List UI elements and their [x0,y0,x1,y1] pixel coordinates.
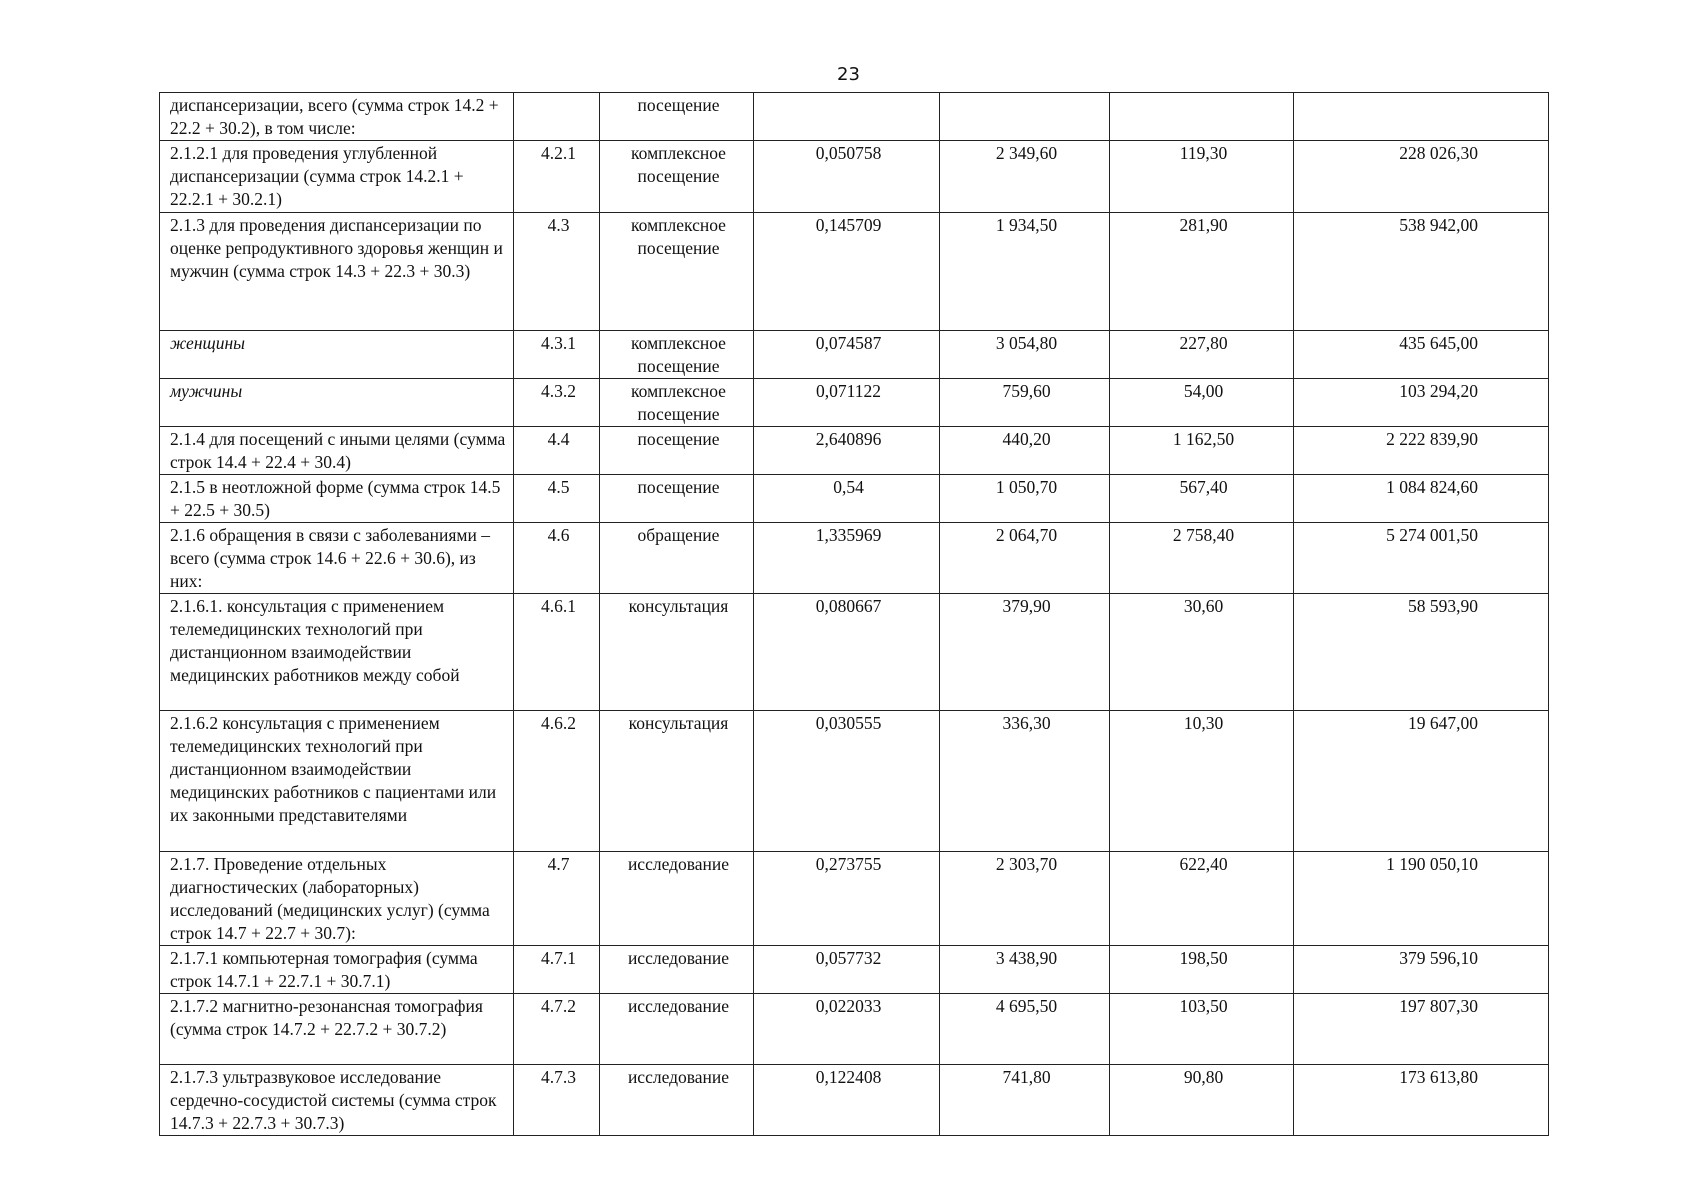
row-code [514,93,600,141]
row-norm: 0,071122 [754,379,940,427]
row-name: 2.1.7.2 магнитно-резонансная томография (сумма строк 14.7.2 + 22.7.2 + 30.7.2) [160,994,514,1065]
row-cost: 759,60 [940,379,1110,427]
row-unit: исследование [600,946,754,994]
row-unit: обращение [600,523,754,594]
row-per-capita: 2 758,40 [1110,523,1294,594]
row-unit: посещение [600,93,754,141]
row-total: 379 596,10 [1294,946,1549,994]
row-total: 197 807,30 [1294,994,1549,1065]
row-unit: исследование [600,994,754,1065]
row-norm: 0,030555 [754,711,940,852]
table-row [160,331,1549,379]
row-code: 4.4 [514,427,600,475]
row-cost: 440,20 [940,427,1110,475]
row-name: 2.1.6.2 консультация с применением телемедицинских технологий при дистанционном взаимодействии медицинских работников с пациентами или их законными представителями [160,711,514,852]
row-name: женщины [160,331,514,379]
row-code: 4.7 [514,852,600,946]
row-code: 4.6.1 [514,594,600,711]
row-total: 58 593,90 [1294,594,1549,711]
row-code: 4.2.1 [514,141,600,213]
row-unit: консультация [600,594,754,711]
row-code: 4.3 [514,213,600,331]
row-total: 19 647,00 [1294,711,1549,852]
row-unit: консультация [600,711,754,852]
row-per-capita: 198,50 [1110,946,1294,994]
table-row [160,852,1549,946]
row-cost [940,93,1110,141]
row-cost: 741,80 [940,1065,1110,1136]
row-code: 4.3.2 [514,379,600,427]
row-unit: посещение [600,475,754,523]
row-unit: исследование [600,1065,754,1136]
row-total: 538 942,00 [1294,213,1549,331]
row-norm: 1,335969 [754,523,940,594]
row-cost: 3 054,80 [940,331,1110,379]
row-per-capita [1110,93,1294,141]
row-norm: 0,022033 [754,994,940,1065]
row-total [1294,93,1549,141]
row-total: 2 222 839,90 [1294,427,1549,475]
row-total: 228 026,30 [1294,141,1549,213]
row-per-capita: 90,80 [1110,1065,1294,1136]
row-norm: 0,050758 [754,141,940,213]
row-per-capita: 54,00 [1110,379,1294,427]
table-row [160,594,1549,711]
row-norm: 0,54 [754,475,940,523]
row-total: 435 645,00 [1294,331,1549,379]
row-per-capita: 103,50 [1110,994,1294,1065]
row-per-capita: 30,60 [1110,594,1294,711]
row-cost: 1 934,50 [940,213,1110,331]
row-name: 2.1.6 обращения в связи с заболеваниями – всего (сумма строк 14.6 + 22.6 + 30.6), из них: [160,523,514,594]
row-cost: 3 438,90 [940,946,1110,994]
row-per-capita: 281,90 [1110,213,1294,331]
row-code: 4.7.3 [514,1065,600,1136]
row-name: 2.1.3 для проведения диспансеризации по оценке репродуктивного здоровья женщин и мужчин (сумма строк 14.3 + 22.3 + 30.3) [160,213,514,331]
table-row [160,379,1549,427]
table-row [160,1065,1549,1136]
row-per-capita: 1 162,50 [1110,427,1294,475]
table-row [160,427,1549,475]
row-unit: посещение [600,427,754,475]
table-row [160,994,1549,1065]
row-cost: 379,90 [940,594,1110,711]
row-total: 103 294,20 [1294,379,1549,427]
row-cost: 1 050,70 [940,475,1110,523]
row-norm: 2,640896 [754,427,940,475]
table-row [160,523,1549,594]
row-total: 173 613,80 [1294,1065,1549,1136]
table-row [160,141,1549,213]
table-row [160,93,1549,141]
page-number: 23 [837,64,860,85]
row-norm: 0,273755 [754,852,940,946]
row-name: мужчины [160,379,514,427]
row-name: 2.1.7. Проведение отдельных диагностических (лабораторных) исследований (медицинских услуг) (сумма строк 14.7 + 22.7 + 30.7): [160,852,514,946]
row-norm: 0,145709 [754,213,940,331]
row-name: 2.1.4 для посещений с иными целями (сумма строк 14.4 + 22.4 + 30.4) [160,427,514,475]
row-name: 2.1.7.1 компьютерная томография (сумма строк 14.7.1 + 22.7.1 + 30.7.1) [160,946,514,994]
table-row [160,711,1549,852]
table-row [160,213,1549,331]
row-norm: 0,057732 [754,946,940,994]
row-unit: исследование [600,852,754,946]
row-norm [754,93,940,141]
row-name: 2.1.2.1 для проведения углубленной диспансеризации (сумма строк 14.2.1 + 22.2.1 + 30.2.1) [160,141,514,213]
row-unit: комплексное посещение [600,379,754,427]
table-row [160,475,1549,523]
row-norm: 0,080667 [754,594,940,711]
row-cost: 2 349,60 [940,141,1110,213]
row-total: 1 084 824,60 [1294,475,1549,523]
row-per-capita: 567,40 [1110,475,1294,523]
row-cost: 4 695,50 [940,994,1110,1065]
row-name: 2.1.5 в неотложной форме (сумма строк 14.5 + 22.5 + 30.5) [160,475,514,523]
row-unit: комплексное посещение [600,331,754,379]
row-name: 2.1.6.1. консультация с применением телемедицинских технологий при дистанционном взаимодействии медицинских работников между собой [160,594,514,711]
row-cost: 336,30 [940,711,1110,852]
row-norm: 0,074587 [754,331,940,379]
row-code: 4.7.2 [514,994,600,1065]
row-per-capita: 10,30 [1110,711,1294,852]
row-name: 2.1.7.3 ультразвуковое исследование сердечно-сосудистой системы (сумма строк 14.7.3 + 22.7.3 + 30.7.3) [160,1065,514,1136]
data-table [159,92,1549,1136]
row-cost: 2 303,70 [940,852,1110,946]
row-cost: 2 064,70 [940,523,1110,594]
row-total: 1 190 050,10 [1294,852,1549,946]
row-per-capita: 119,30 [1110,141,1294,213]
row-code: 4.5 [514,475,600,523]
row-per-capita: 227,80 [1110,331,1294,379]
row-norm: 0,122408 [754,1065,940,1136]
row-unit: комплексное посещение [600,213,754,331]
row-per-capita: 622,40 [1110,852,1294,946]
row-code: 4.3.1 [514,331,600,379]
row-code: 4.6 [514,523,600,594]
row-code: 4.6.2 [514,711,600,852]
row-unit: комплексное посещение [600,141,754,213]
row-name: диспансеризации, всего (сумма строк 14.2 + 22.2 + 30.2), в том числе: [160,93,514,141]
row-total: 5 274 001,50 [1294,523,1549,594]
row-code: 4.7.1 [514,946,600,994]
table-row [160,946,1549,994]
